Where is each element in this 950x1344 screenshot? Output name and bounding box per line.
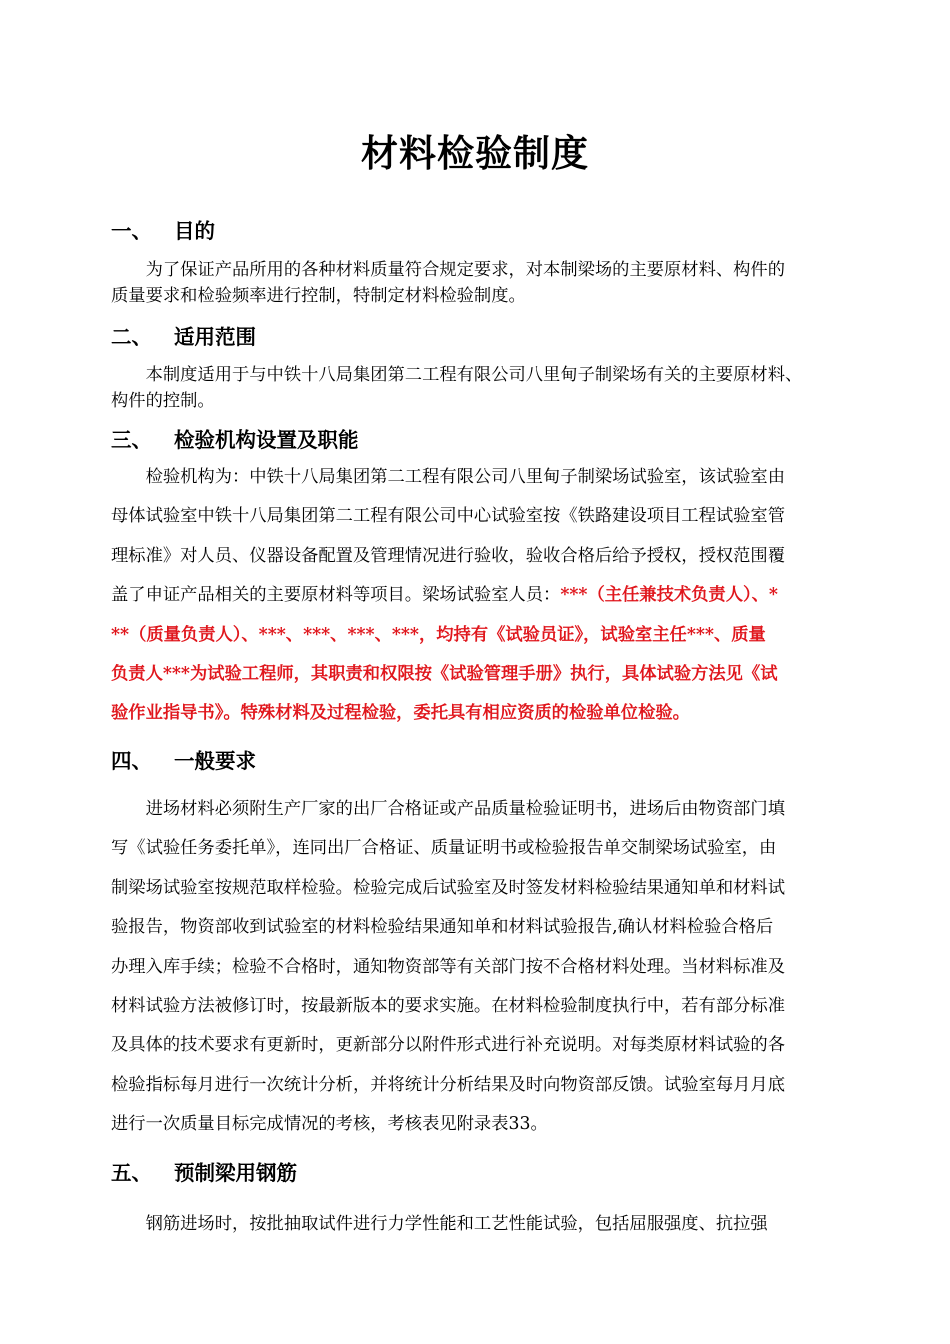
text-line: 进场材料必须附生产厂家的出厂合格证或产品质量检验证明书，进场后由物资部门填 xyxy=(111,799,785,819)
section-title: 检验机构设置及职能 xyxy=(174,428,359,452)
section-title: 一般要求 xyxy=(174,749,256,773)
text-segment: 盖了申证产品相关的主要原材料等项目。梁场试验室人员： xyxy=(111,585,561,606)
text-line: 检验指标每月进行一次统计分析，并将统计分析结果及时向物资部反馈。试验室每月月底 xyxy=(111,1074,785,1095)
section-number: 三、 xyxy=(111,428,152,452)
text-line: 办理入库手续；检验不合格时，通知物资部等有关部门按不合格材料处理。当材料标准及 xyxy=(111,956,785,977)
text-line: 验报告，物资部收到试验室的材料检验结果通知单和材料试验报告,确认材料检验合格后 xyxy=(111,917,774,938)
text-line: 钢筋进场时，按批抽取试件进行力学性能和工艺性能试验，包括屈服强度、抗拉强 xyxy=(111,1214,768,1234)
section-body-scope xyxy=(111,362,865,414)
section-heading-inspection-organization xyxy=(111,425,359,455)
highlighted-text-line: 负责人***为试验工程师，其职责和权限按《试验管理手册》执行，具体试验方法见《试 xyxy=(111,664,778,685)
section-heading-purpose xyxy=(111,216,215,246)
text-line: 制梁场试验室按规范取样检验。检验完成后试验室及时签发材料检验结果通知单和材料试 xyxy=(111,877,785,898)
text-line: 为了保证产品所用的各种材料质量符合规定要求，对本制梁场的主要原材料、构件的 xyxy=(111,260,785,280)
section-body-precast-beam-rebar xyxy=(111,1205,865,1244)
text-line: 进行一次质量目标完成情况的考核，考核表见附录表33。 xyxy=(111,1114,548,1135)
text-line: 写《试验任务委托单》，连同出厂合格证、质量证明书或检验报告单交制梁场试验室，由 xyxy=(111,838,777,859)
section-heading-precast-beam-rebar xyxy=(111,1158,297,1188)
section-number: 二、 xyxy=(111,325,152,349)
section-body-purpose xyxy=(111,257,865,309)
text-line: 及具体的技术要求有更新时，更新部分以附件形式进行补充说明。对每类原材料试验的各 xyxy=(111,1035,785,1056)
section-number: 四、 xyxy=(111,749,152,773)
section-body-general-requirements xyxy=(111,790,865,1145)
highlighted-text-line: 验作业指导书》。特殊材料及过程检验，委托具有相应资质的检验单位检验。 xyxy=(111,703,690,724)
text-line: 质量要求和检验频率进行控制，特制定材料检验制度。 xyxy=(111,286,526,306)
section-number: 一、 xyxy=(111,219,152,243)
section-heading-scope xyxy=(111,322,256,352)
text-line: 母体试验室中铁十八局集团第二工程有限公司中心试验室按《铁路建设项目工程试验室管 xyxy=(111,506,785,527)
text-line xyxy=(111,576,865,615)
section-heading-general-requirements xyxy=(111,746,256,776)
document-title: 材料检验制度 xyxy=(361,131,589,175)
section-title: 目的 xyxy=(174,219,215,243)
section-title: 预制梁用钢筋 xyxy=(174,1161,297,1185)
highlighted-text: ***（主任兼技术负责人）、* xyxy=(560,585,778,606)
text-line: 检验机构为：中铁十八局集团第二工程有限公司八里甸子制梁场试验室，该试验室由 xyxy=(111,467,785,487)
text-line: 构件的控制。 xyxy=(111,391,215,411)
text-line: 材料试验方法被修订时，按最新版本的要求实施。在材料检验制度执行中，若有部分标准 xyxy=(111,996,785,1017)
text-line: 理标准》对人员、仪器设备配置及管理情况进行验收，验收合格后给予授权，授权范围覆 xyxy=(111,545,785,566)
section-number: 五、 xyxy=(111,1161,152,1185)
section-title: 适用范围 xyxy=(174,325,256,349)
section-body-inspection-organization xyxy=(111,458,865,734)
highlighted-text-line: **（质量负责人）、***、***、***、***，均持有《试验员证》，试验室主任***、质量 xyxy=(111,624,766,645)
text-line: 本制度适用于与中铁十八局集团第二工程有限公司八里甸子制梁场有关的主要原材料、 xyxy=(111,365,803,385)
